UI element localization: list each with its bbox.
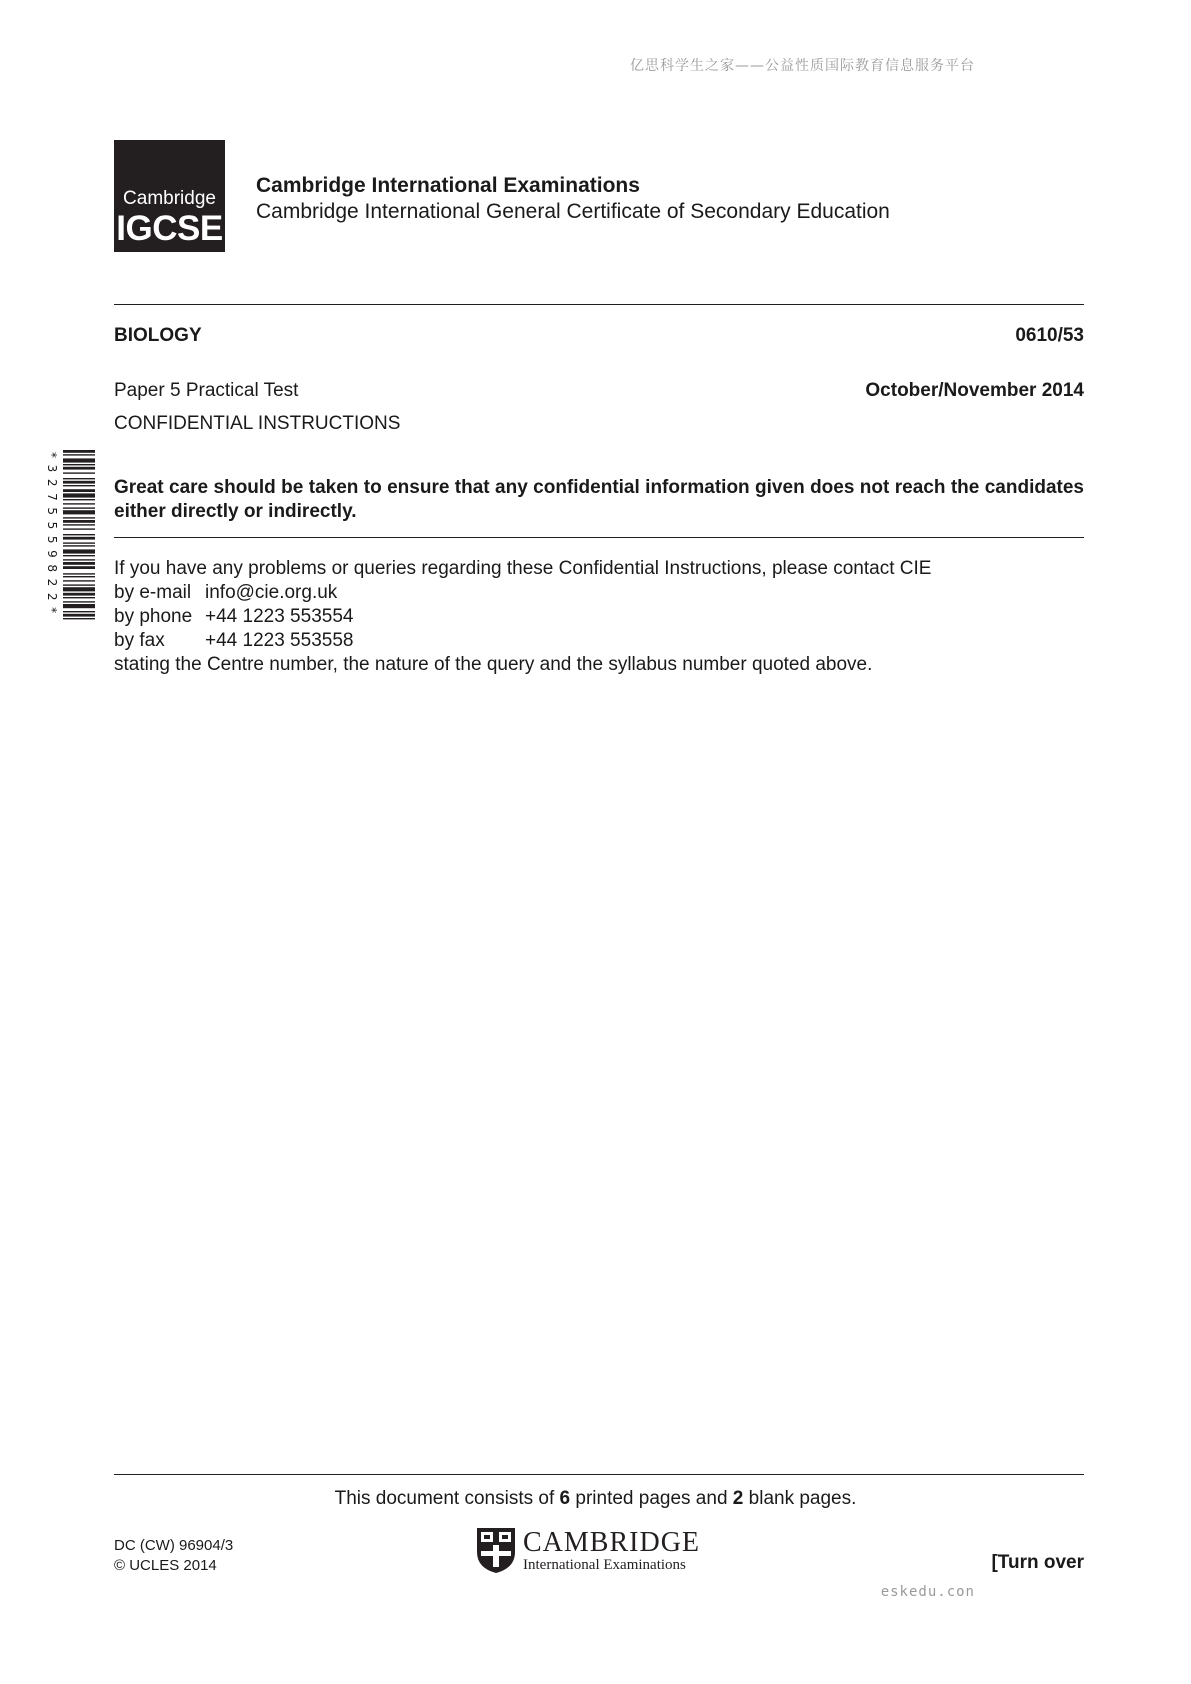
cambridge-logo-title: CAMBRIDGE bbox=[523, 1527, 701, 1558]
organisation-subtitle: Cambridge International General Certificate of Secondary Education bbox=[256, 200, 890, 223]
header-divider bbox=[114, 304, 1084, 305]
warning-divider bbox=[114, 537, 1084, 538]
cambridge-logo-subtitle: International Examinations bbox=[523, 1557, 686, 1573]
fax-number: +44 1223 553558 bbox=[205, 630, 354, 651]
crest-icon bbox=[477, 1528, 515, 1573]
barcode-bars bbox=[63, 450, 95, 619]
barcode-bar bbox=[63, 597, 95, 598]
barcode-bar bbox=[63, 614, 95, 617]
barcode-bar bbox=[63, 478, 95, 479]
watermark-bottom: eskedu.con bbox=[880, 1584, 975, 1600]
barcode-bar bbox=[63, 618, 95, 619]
confidentiality-warning: Great care should be taken to ensure that any confidential information given does not reach the candidates either directly or indirectly. bbox=[114, 477, 1084, 522]
barcode-bar bbox=[63, 450, 95, 453]
syllabus-code: 0610/53 bbox=[1015, 325, 1084, 346]
barcode-bar bbox=[63, 489, 95, 492]
barcode-bar bbox=[63, 528, 95, 529]
igcse-logo bbox=[114, 140, 225, 252]
email-label: by e-mail bbox=[114, 582, 192, 603]
barcode-bar bbox=[63, 545, 95, 546]
fax-label: by fax bbox=[114, 630, 165, 651]
barcode-bar bbox=[63, 458, 95, 462]
turn-over-note: [Turn over bbox=[991, 1552, 1084, 1573]
barcode-bar bbox=[63, 611, 95, 612]
document-reference bbox=[114, 1536, 233, 1576]
watermark-top: 亿思科学生之家——公益性质国际教育信息服务平台 bbox=[630, 58, 975, 74]
barcode-bar bbox=[63, 467, 95, 470]
barcode-bar bbox=[63, 576, 95, 577]
barcode-bar bbox=[63, 485, 95, 486]
phone-label: by phone bbox=[114, 606, 193, 627]
barcode-bar bbox=[63, 520, 95, 523]
barcode-digits: * 3 2 7 5 5 5 9 8 2 2 * bbox=[45, 452, 59, 615]
barcode-bar bbox=[63, 499, 95, 500]
barcode-bar bbox=[63, 566, 95, 569]
email-address[interactable]: info@cie.org.uk bbox=[205, 582, 338, 603]
footer-divider bbox=[114, 1474, 1084, 1475]
paper-name: Paper 5 Practical Test bbox=[114, 380, 299, 401]
barcode-bar bbox=[63, 481, 95, 484]
barcode-bar bbox=[63, 587, 95, 591]
logo-igcse-text: IGCSE bbox=[116, 209, 223, 248]
document-type: CONFIDENTIAL INSTRUCTIONS bbox=[114, 413, 401, 434]
barcode-bar bbox=[63, 534, 95, 535]
barcode-bar bbox=[63, 537, 95, 540]
copyright-notice: © UCLES 2014 bbox=[114, 1557, 217, 1574]
barcode-bar bbox=[63, 503, 95, 504]
barcode-bar bbox=[63, 580, 95, 581]
barcode-bar bbox=[63, 549, 95, 553]
contact-intro: If you have any problems or queries regarding these Confidential Instructions, please contact CIE bbox=[114, 558, 932, 579]
contact-email-row bbox=[114, 581, 931, 605]
barcode-bar bbox=[63, 601, 95, 602]
phone-number: +44 1223 553554 bbox=[205, 606, 354, 627]
barcode-bar bbox=[63, 472, 95, 473]
blank-pages-count: 2 bbox=[732, 1488, 744, 1509]
contact-phone-row bbox=[114, 605, 931, 629]
contact-block bbox=[114, 557, 931, 677]
organisation-title: Cambridge International Examinations bbox=[256, 174, 640, 197]
reference-code: DC (CW) 96904/3 bbox=[114, 1537, 234, 1554]
barcode-bar bbox=[63, 584, 95, 585]
barcode-bar bbox=[63, 559, 95, 560]
barcode-bar bbox=[63, 562, 95, 565]
contact-fax-row bbox=[114, 629, 931, 653]
logo-cambridge-text: Cambridge bbox=[123, 188, 216, 209]
barcode-bar bbox=[63, 555, 95, 556]
subject-name: BIOLOGY bbox=[114, 325, 202, 346]
barcode-bar bbox=[63, 542, 95, 543]
barcode-bar bbox=[63, 507, 95, 508]
barcode-bar bbox=[63, 593, 95, 596]
barcode bbox=[45, 450, 97, 678]
barcode-bar bbox=[63, 517, 95, 518]
barcode-bar bbox=[63, 510, 95, 514]
contact-closing: stating the Centre number, the nature of the query and the syllabus number quoted above. bbox=[114, 654, 873, 675]
cambridge-logo bbox=[475, 1526, 715, 1574]
barcode-bar bbox=[63, 573, 95, 574]
barcode-bar bbox=[63, 493, 95, 497]
barcode-bar bbox=[63, 454, 95, 455]
exam-session: October/November 2014 bbox=[865, 380, 1084, 401]
printed-pages-count: 6 bbox=[559, 1488, 571, 1509]
barcode-bar bbox=[63, 464, 95, 465]
page-count-note: This document consists of 6 printed pages and 2 blank pages. bbox=[334, 1488, 857, 1509]
barcode-bar bbox=[63, 524, 95, 525]
barcode-bar bbox=[63, 604, 95, 608]
